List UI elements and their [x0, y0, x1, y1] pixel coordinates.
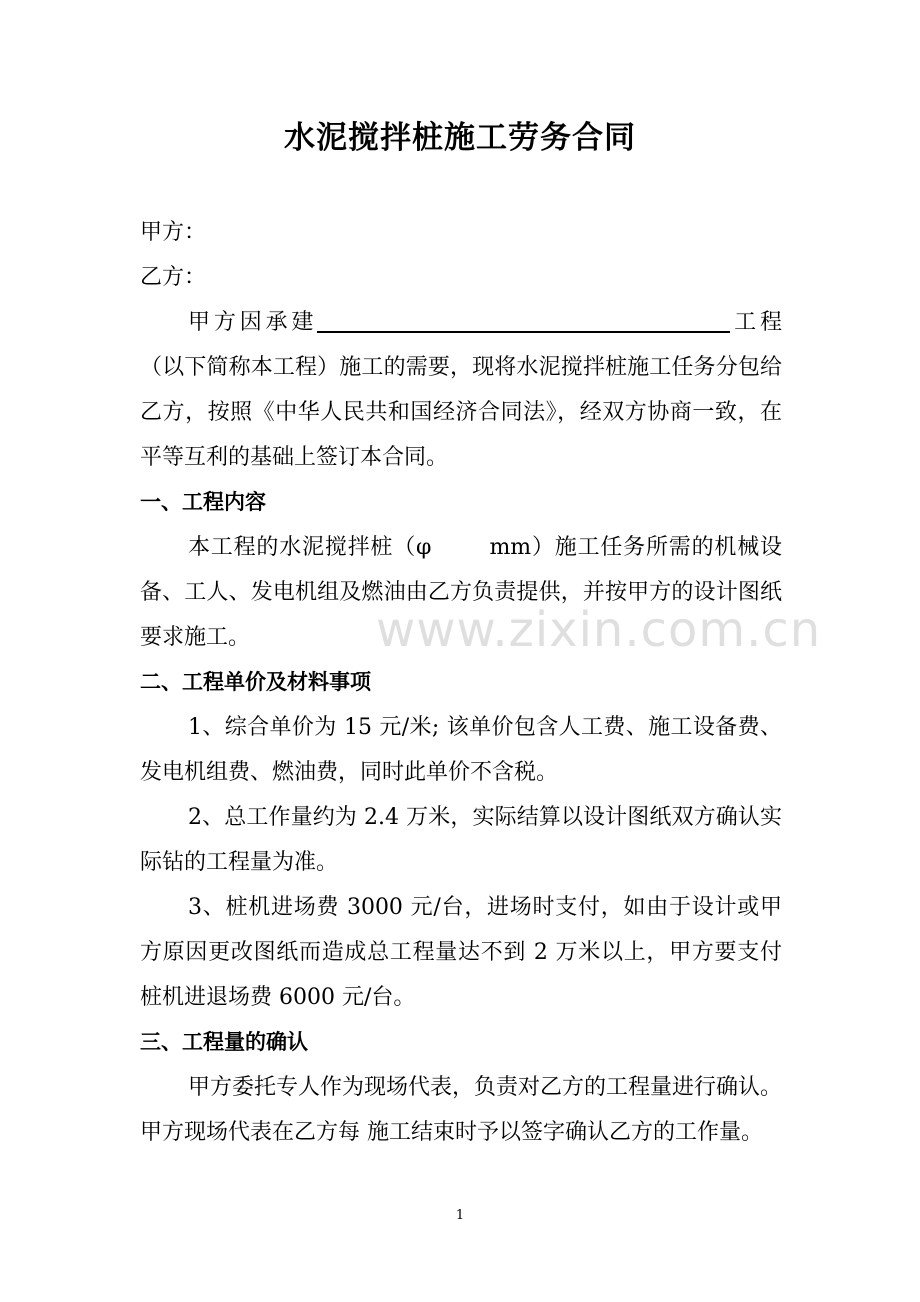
section2-item-1: 1、综合单价为 15 元/米; 该单价包含人工费、施工设备费、发电机组费、燃油费，同时此单价不含税。 — [140, 715, 782, 785]
section1-text-before: 本工程的水泥搅拌桩（φ — [188, 535, 432, 560]
section3-paragraph: 甲方委托专人作为现场代表，负责对乙方的工程量进行确认。甲方现场代表在乙方每 施工结束时予以签字确认乙方的工作量。 — [140, 1075, 783, 1145]
section1-paragraph — [140, 525, 782, 660]
project-name-blank — [317, 307, 730, 333]
intro-paragraph — [140, 300, 782, 480]
section1-heading: 一、工程内容 — [140, 490, 266, 514]
party-b-label: 乙方： — [140, 265, 207, 290]
section2-item-2: 2、总工作量约为 2.4 万米，实际结算以设计图纸双方确认实际钻的工程量为准。 — [140, 805, 782, 875]
section3-heading: 三、工程量的确认 — [140, 1030, 308, 1054]
section2-item-3: 3、桩机进场费 3000 元/台，进场时支付，如由于设计或甲方原因更改图纸而造成总工程量达不到 2 万米以上，甲方要支付桩机进退场费 6000 元/台。 — [140, 895, 782, 1010]
section2-heading: 二、工程单价及材料事项 — [140, 670, 371, 694]
party-a-label: 甲方： — [140, 220, 207, 245]
document-body — [140, 210, 782, 1155]
watermark: www.zixin.com.cn — [376, 602, 822, 658]
intro-after-blank: 工程 — [730, 310, 782, 335]
intro-rest: （以下简称本工程）施工的需要，现将水泥搅拌桩施工任务分包给乙方，按照《中华人民共和国经济合同法》，经双方协商一致，在平等互利的基础上签订本合同。 — [140, 355, 782, 470]
page-number: 1 — [455, 1208, 465, 1223]
section1-text-after: mm）施工任务所需的机械设备、工人、发电机组及燃油由乙方负责提供，并按甲方的设计图纸要求施工。 — [140, 535, 782, 650]
intro-before-blank: 甲方因承建 — [188, 310, 318, 335]
document-title: 水泥搅拌桩施工劳务合同 — [284, 120, 636, 156]
